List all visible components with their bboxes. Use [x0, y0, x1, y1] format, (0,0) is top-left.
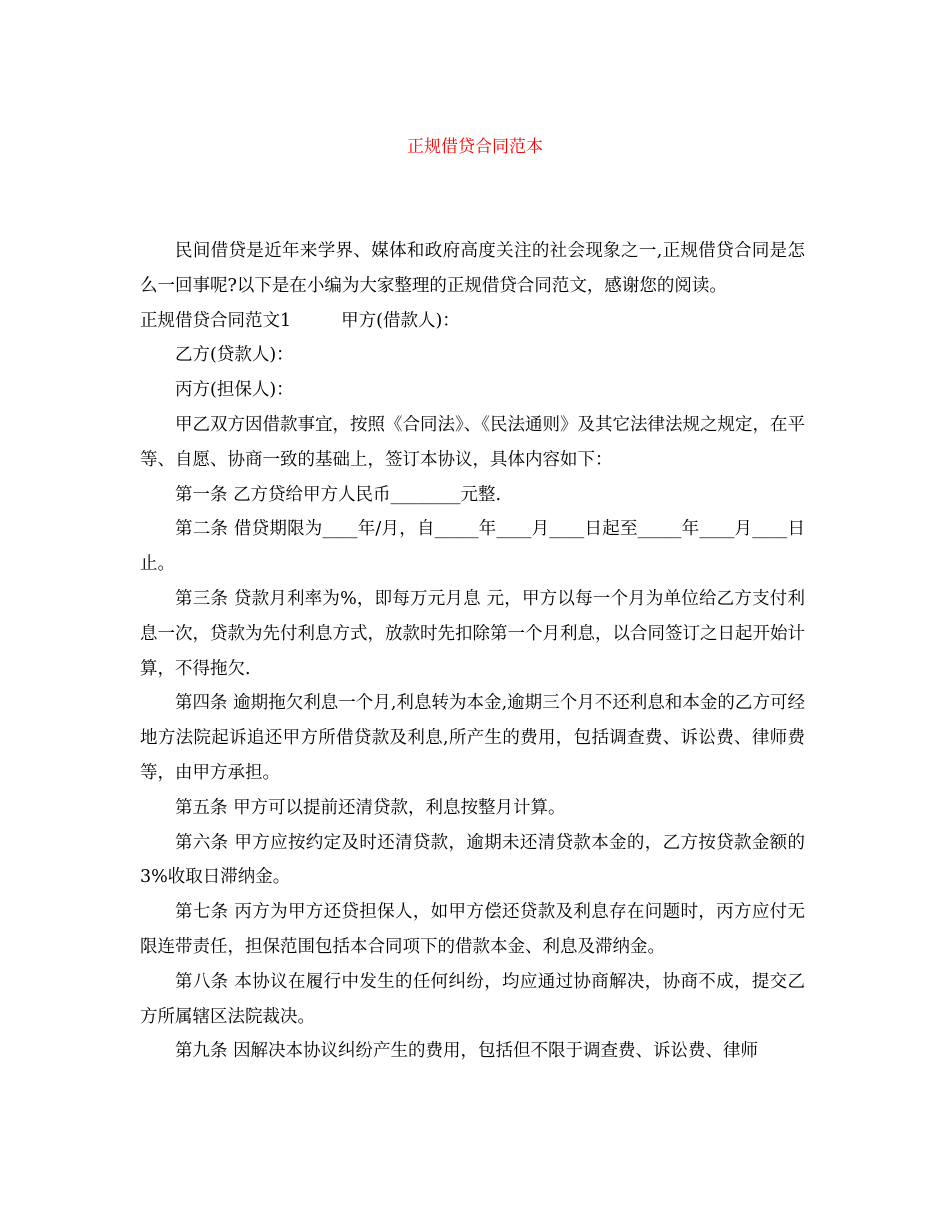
- document-body: [140, 234, 805, 1069]
- document-title: 正规借贷合同范本: [407, 137, 543, 157]
- article-6: 第六条 甲方应按约定及时还清贷款，逾期未还清贷款本金的，乙方按贷款金额的3%收取日滞纳金。: [140, 832, 805, 888]
- sample-label: 正规借贷合同范文1: [140, 310, 292, 331]
- article-4: 第四条 逾期拖欠利息一个月,利息转为本金,逾期三个月不还利息和本金的乙方可经地方法院起诉追还甲方所借贷款及利息,所产生的费用，包括调查费、诉讼费、律师费等，由甲方承担。: [140, 693, 805, 783]
- article-2: 第二条 借贷期限为____年/月，自_____年____月____日起至_____年____月____日止。: [140, 519, 805, 575]
- article-3: 第三条 贷款月利率为%，即每万元月息 元，甲方以每一个月为单位给乙方支付利息一次，贷款为先付利息方式，放款时先扣除第一个月利息，以合同签订之日起开始计算，不得拖欠.: [140, 588, 805, 679]
- article-1: 第一条 乙方贷给甲方人民币________元整.: [175, 484, 502, 505]
- party-c-label: 丙方(担保人)：: [175, 380, 294, 401]
- article-5: 第五条 甲方可以提前还清贷款，利息按整月计算。: [175, 797, 566, 818]
- intro-paragraph: 民间借贷是近年来学界、媒体和政府高度关注的社会现象之一,正规借贷合同是怎么一回事呢?以下是在小编为大家整理的正规借贷合同范文，感谢您的阅读。: [140, 241, 805, 296]
- sample-header-line: [140, 304, 805, 339]
- party-b-label: 乙方(贷款人)：: [175, 345, 294, 366]
- article-8: 第八条 本协议在履行中发生的任何纠纷，均应通过协商解决，协商不成，提交乙方所属辖区法院裁决。: [140, 971, 805, 1027]
- preamble-paragraph: 甲乙双方因借款事宜，按照《合同法》、《民法通则》及其它法律法规之规定，在平等、自愿、协商一致的基础上，签订本协议，具体内容如下：: [140, 414, 805, 470]
- article-9: 第九条 因解决本协议纠纷产生的费用，包括但不限于调查费、诉讼费、律师: [175, 1041, 759, 1062]
- party-a-label: 甲方(借款人)：: [341, 310, 460, 331]
- article-7: 第七条 丙方为甲方还贷担保人，如甲方偿还贷款及利息存在问题时，丙方应付无限连带责任，担保范围包括本合同项下的借款本金、利息及滞纳金。: [140, 902, 805, 957]
